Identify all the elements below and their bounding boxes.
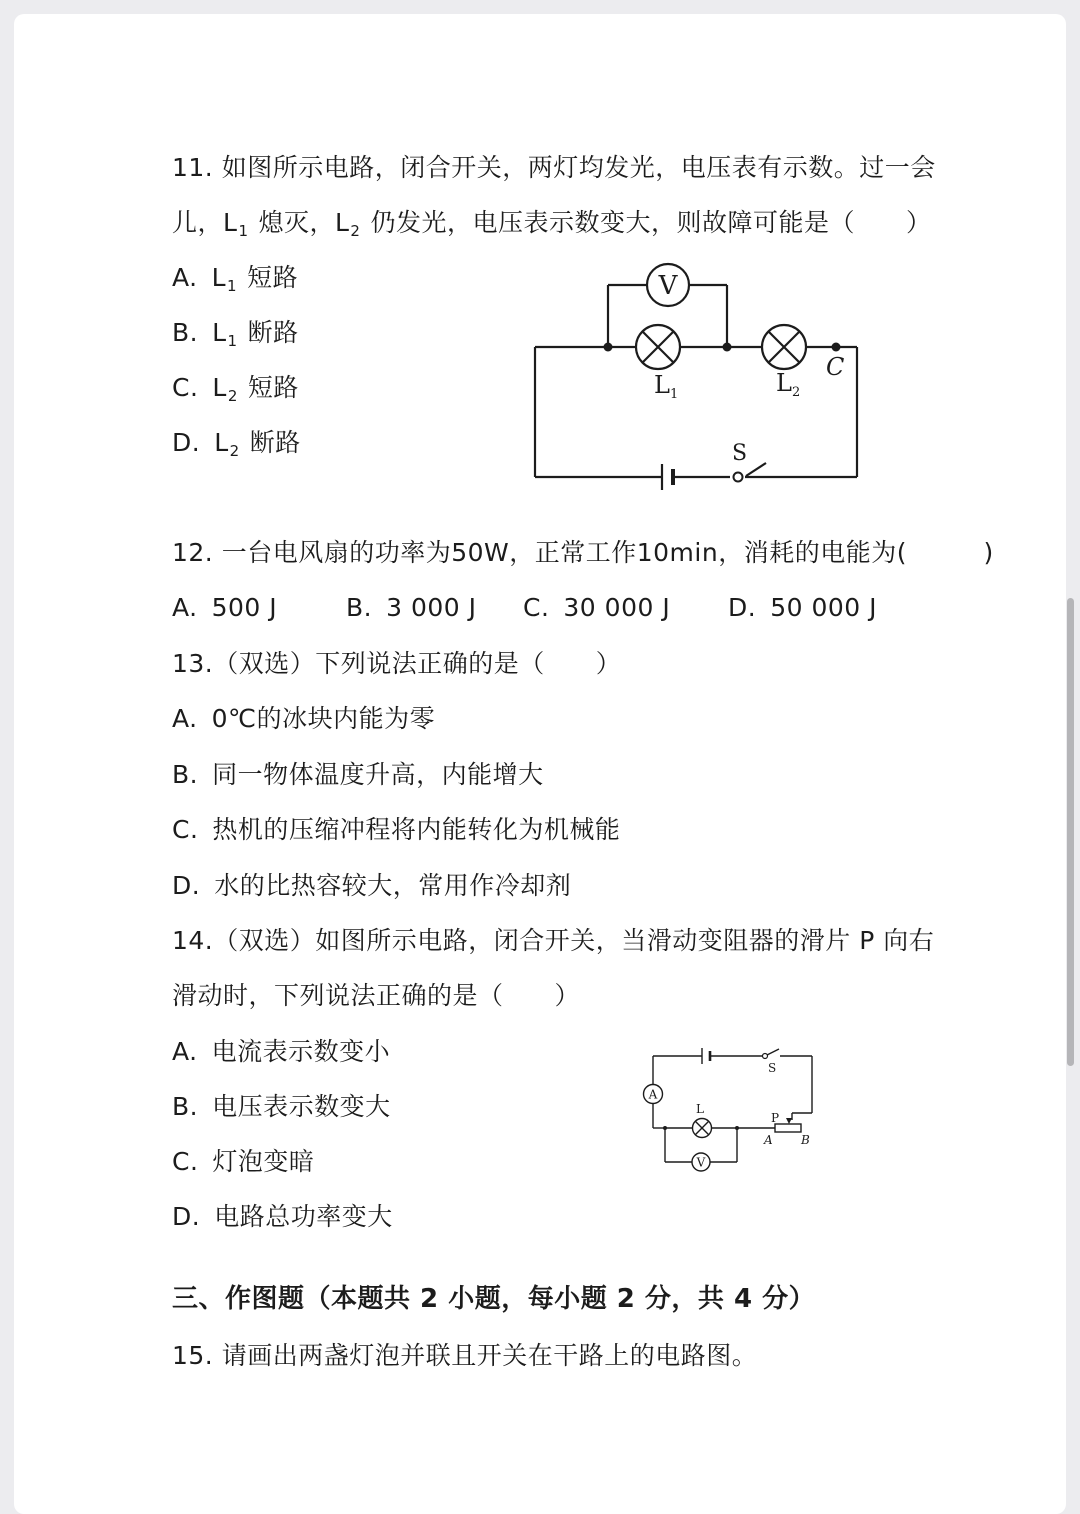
rheostat-icon bbox=[775, 1124, 801, 1132]
option-text: 3 000 J bbox=[386, 593, 477, 622]
option-label: B. bbox=[172, 318, 199, 347]
q13-option-d[interactable] bbox=[172, 868, 571, 904]
option-text: 断路 bbox=[247, 318, 299, 347]
junction-dot-c bbox=[832, 343, 841, 352]
switch-contact bbox=[734, 473, 743, 482]
scrollbar-thumb[interactable] bbox=[1067, 598, 1074, 1066]
option-label: A. bbox=[172, 1037, 198, 1066]
option-text: 灯泡变暗 bbox=[212, 1147, 315, 1176]
q15-stem: 15. 请画出两盏灯泡并联且开关在干路上的电路图。 bbox=[172, 1341, 758, 1370]
switch-contact bbox=[763, 1054, 768, 1059]
voltmeter-label: V bbox=[658, 271, 678, 301]
q12-option-c[interactable] bbox=[523, 590, 670, 626]
rheostat-end-a-label: A bbox=[764, 1133, 773, 1147]
ammeter-icon bbox=[644, 1085, 663, 1104]
option-text: 30 000 J bbox=[563, 593, 671, 622]
option-label: D. bbox=[172, 428, 201, 457]
q14-option-c[interactable] bbox=[172, 1144, 314, 1180]
option-label: C. bbox=[172, 815, 199, 844]
option-label: B. bbox=[172, 1092, 199, 1121]
q11-circuit-diagram bbox=[520, 255, 880, 495]
lamp2-label: L bbox=[776, 369, 792, 397]
option-text: 短路 bbox=[247, 263, 299, 292]
junction-dot bbox=[663, 1126, 667, 1130]
option-sub: 1 bbox=[227, 332, 238, 350]
option-lamp: L bbox=[214, 428, 229, 457]
option-text: 电压表示数变大 bbox=[212, 1092, 391, 1121]
option-label: D. bbox=[728, 593, 757, 622]
switch-label: S bbox=[732, 441, 748, 466]
option-label: A. bbox=[172, 593, 198, 622]
option-text: 0℃的冰块内能为零 bbox=[211, 704, 436, 733]
option-text: 热机的压缩冲程将内能转化为机械能 bbox=[212, 815, 621, 844]
q13-option-a[interactable] bbox=[172, 701, 435, 737]
lamp2-label-sub: 2 bbox=[792, 385, 801, 400]
q11-sub: 1 bbox=[238, 222, 249, 240]
option-text: 短路 bbox=[247, 373, 299, 402]
q13-stem: 13.（双选）下列说法正确的是（ ） bbox=[172, 649, 622, 678]
option-text: 断路 bbox=[249, 428, 301, 457]
option-sub: 2 bbox=[227, 387, 238, 405]
option-label: D. bbox=[172, 871, 201, 900]
lamp-icon bbox=[693, 1119, 712, 1138]
q12-option-a[interactable] bbox=[172, 590, 277, 626]
switch-label: S bbox=[768, 1061, 777, 1075]
q11-stem-line2 bbox=[172, 205, 931, 249]
junction-dot bbox=[604, 343, 613, 352]
slider-label: P bbox=[771, 1111, 780, 1125]
option-label: A. bbox=[172, 704, 198, 733]
option-sub: 1 bbox=[227, 277, 238, 295]
option-lamp: L bbox=[211, 263, 227, 292]
rheostat-end-b-label: B bbox=[801, 1133, 810, 1147]
q11-text: 熄灭，L bbox=[258, 208, 350, 237]
option-text: 同一物体温度升高，内能增大 bbox=[212, 760, 544, 789]
q12-option-d[interactable] bbox=[728, 590, 877, 626]
section3-heading: 三、作图题（本题共 2 小题，每小题 2 分，共 4 分） bbox=[172, 1284, 816, 1314]
q11-stem-line1: 11. 如图所示电路，闭合开关，两灯均发光，电压表有示数。过一会 bbox=[172, 153, 936, 182]
junction-dot bbox=[735, 1126, 739, 1130]
q14-option-b[interactable] bbox=[172, 1089, 391, 1125]
q11-text: 儿，L bbox=[172, 208, 238, 237]
q12-options bbox=[172, 590, 892, 626]
lamp-label: L bbox=[696, 1102, 704, 1116]
q11-option-b[interactable] bbox=[172, 315, 299, 359]
q11-option-a[interactable] bbox=[172, 260, 298, 304]
voltmeter-label: V bbox=[696, 1155, 706, 1170]
option-text: 50 000 J bbox=[770, 593, 877, 622]
q12-option-b[interactable] bbox=[346, 590, 477, 626]
q13-option-c[interactable] bbox=[172, 812, 620, 848]
q14-option-d[interactable] bbox=[172, 1199, 393, 1235]
option-label: D. bbox=[172, 1202, 201, 1231]
q14-stem-line2: 滑动时，下列说法正确的是（ ） bbox=[172, 981, 581, 1010]
point-c-label: C bbox=[826, 353, 845, 381]
option-lamp: L bbox=[212, 373, 227, 402]
slider-arrow-icon bbox=[786, 1118, 792, 1124]
option-label: A. bbox=[172, 263, 198, 292]
lamp1-label: L bbox=[654, 371, 670, 399]
voltmeter-icon bbox=[647, 264, 689, 306]
junction-dot bbox=[723, 343, 732, 352]
option-label: C. bbox=[523, 593, 550, 622]
q13-option-b[interactable] bbox=[172, 757, 544, 793]
lamp1-label-sub: 1 bbox=[670, 387, 679, 402]
option-label: C. bbox=[172, 1147, 199, 1176]
q14-option-a[interactable] bbox=[172, 1034, 390, 1070]
voltmeter-icon bbox=[692, 1153, 710, 1171]
ammeter-label: A bbox=[648, 1087, 658, 1102]
option-text: 电路总功率变大 bbox=[214, 1202, 393, 1231]
option-label: B. bbox=[172, 760, 199, 789]
lamp1-icon bbox=[636, 325, 680, 369]
option-label: B. bbox=[346, 593, 373, 622]
q12-stem: 12. 一台电风扇的功率为50W，正常工作10min，消耗的电能为( ) bbox=[172, 538, 994, 567]
q11-option-c[interactable] bbox=[172, 370, 299, 414]
option-text: 电流表示数变小 bbox=[211, 1037, 391, 1066]
q11-sub: 2 bbox=[350, 222, 361, 240]
option-lamp: L bbox=[212, 318, 227, 347]
lamp2-icon bbox=[762, 325, 806, 369]
q11-text: 仍发光，电压表示数变大，则故障可能是（ ） bbox=[370, 208, 932, 237]
q11-option-d[interactable] bbox=[172, 425, 301, 469]
q14-stem-line1: 14.（双选）如图所示电路，闭合开关，当滑动变阻器的滑片 P 向右 bbox=[172, 926, 935, 955]
q14-circuit-diagram bbox=[640, 1040, 830, 1180]
option-sub: 2 bbox=[229, 442, 240, 460]
option-label: C. bbox=[172, 373, 199, 402]
option-text: 水的比热容较大，常用作冷却剂 bbox=[214, 871, 572, 900]
option-text: 500 J bbox=[211, 593, 278, 622]
